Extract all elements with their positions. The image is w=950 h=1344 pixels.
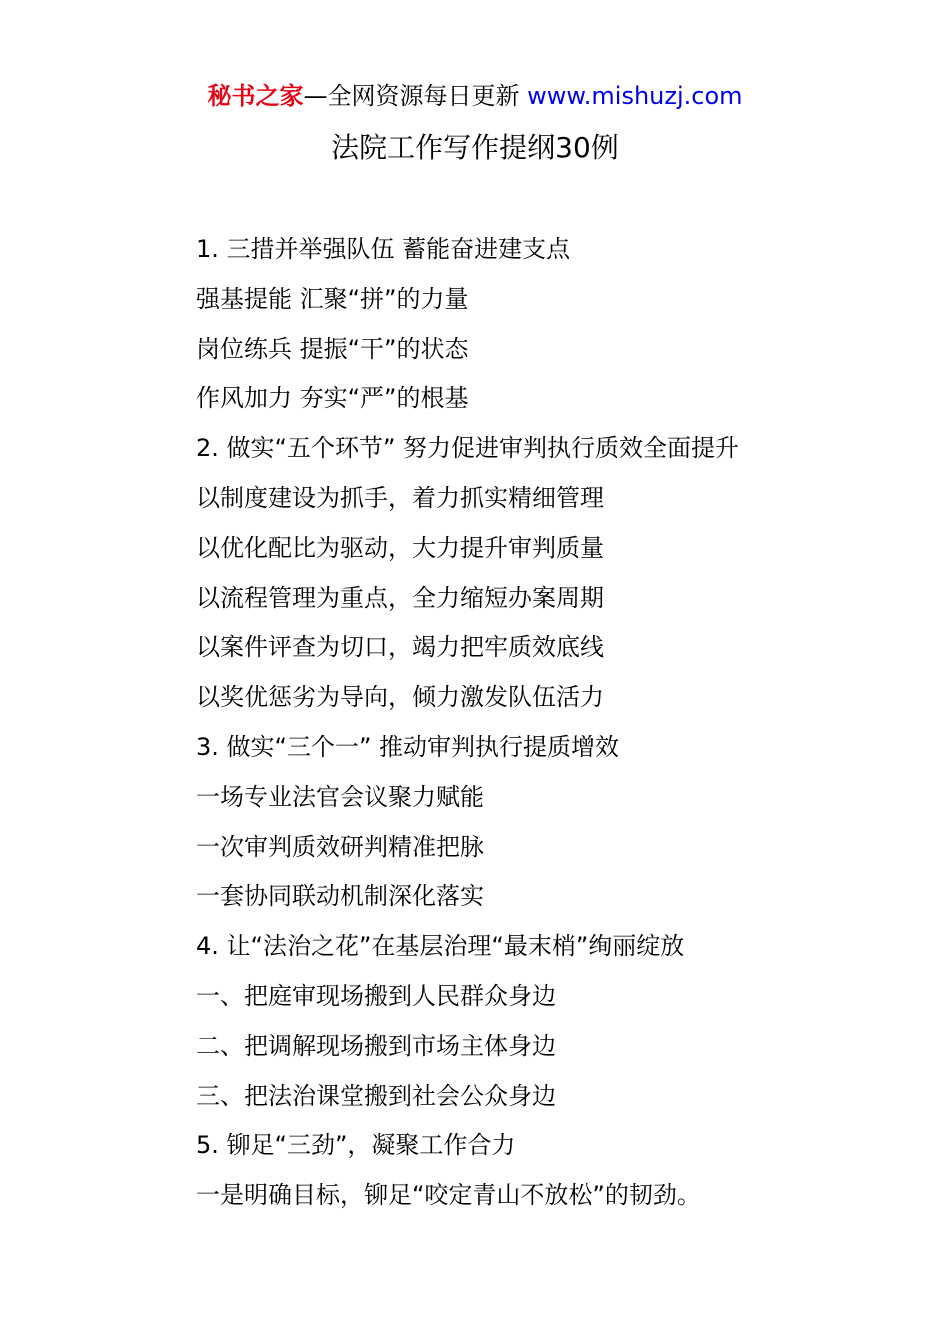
outline-line: 三、把法治课堂搬到社会公众身边: [196, 1081, 556, 1110]
outline-line: 一次审判质效研判精准把脉: [196, 832, 484, 861]
outline-line: 二、把调解现场搬到市场主体身边: [196, 1031, 556, 1060]
outline-line: 一、把庭审现场搬到人民群众身边: [196, 981, 556, 1010]
outline-line: 一场专业法官会议聚力赋能: [196, 782, 484, 811]
outline-line: 岗位练兵 提振“干”的状态: [196, 334, 469, 363]
outline-list: [196, 225, 916, 1221]
header-tagline: —全网资源每日更新: [303, 82, 528, 110]
outline-line: 以案件评查为切口，竭力把牢质效底线: [196, 633, 604, 662]
outline-line: 一套协同联动机制深化落实: [196, 882, 484, 911]
outline-line: 1. 三措并举强队伍 蓄能奋进建支点: [196, 235, 571, 263]
outline-line: 以流程管理为重点，全力缩短办案周期: [196, 583, 604, 612]
outline-line: 强基提能 汇聚“拼”的力量: [196, 284, 469, 313]
outline-line: 以制度建设为抓手，着力抓实精细管理: [196, 483, 604, 512]
outline-line: 5. 铆足“三劲”，凝聚工作合力: [196, 1131, 516, 1160]
outline-line: 2. 做实“五个环节” 努力促进审判执行质效全面提升: [196, 434, 740, 463]
outline-line: 4. 让“法治之花”在基层治理“最末梢”绚丽绽放: [196, 932, 685, 961]
outline-line: 一是明确目标，铆足“咬定青山不放松”的韧劲。: [196, 1181, 701, 1210]
brand-name: 秘书之家: [207, 82, 304, 110]
outline-line: 3. 做实“三个一” 推动审判执行提质增效: [196, 732, 620, 761]
site-url-link[interactable]: www.mishuzj.com: [527, 82, 743, 110]
outline-line: 作风加力 夯实“严”的根基: [196, 384, 469, 413]
site-header: [0, 80, 950, 112]
document-title: 法院工作写作提纲30例: [331, 131, 619, 164]
outline-line: 以奖优惩劣为导向，倾力激发队伍活力: [196, 683, 604, 712]
outline-line: 以优化配比为驱动，大力提升审判质量: [196, 533, 604, 562]
